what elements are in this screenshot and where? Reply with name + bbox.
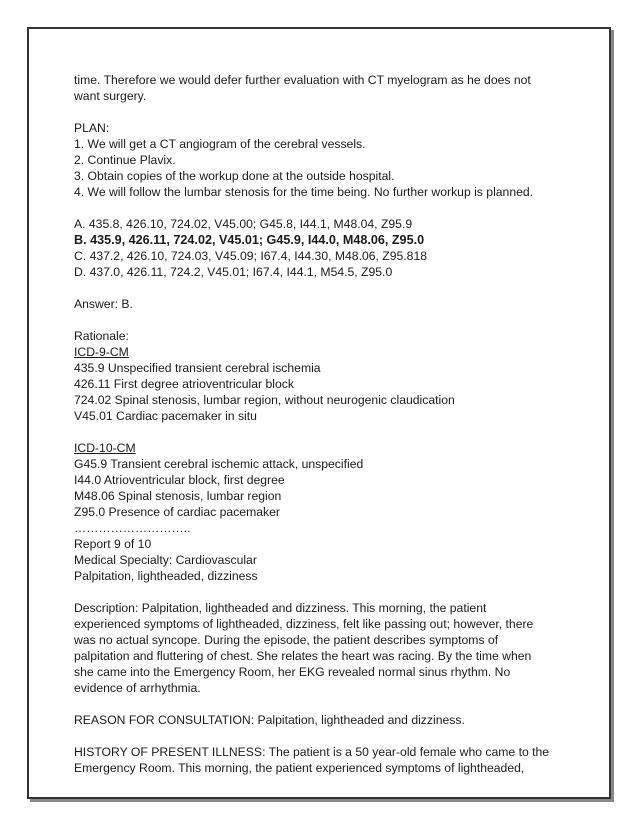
- icd10-item: M48.06 Spinal stenosis, lumbar region: [74, 489, 282, 503]
- plan-item: 2. Continue Plavix.: [74, 153, 176, 167]
- separator: ………………………..: [74, 521, 191, 535]
- plan-item: 4. We will follow the lumbar stenosis for the time being. No further workup is planned.: [74, 185, 534, 199]
- description-line: palpitation and fluttering of chest. She relates the heart was racing. By the time when: [74, 649, 532, 663]
- plan-item: 3. Obtain copies of the workup done at the outside hospital.: [74, 169, 395, 183]
- history-line: Emergency Room. This morning, the patient experienced symptoms of lightheaded,: [74, 761, 525, 775]
- description-line: Description: Palpitation, lightheaded and dizziness. This morning, the patient: [74, 601, 487, 615]
- plan-item: 1. We will get a CT angiogram of the cerebral vessels.: [74, 137, 366, 151]
- option-c: C. 437.2, 426.10, 724.03, V45.09; I67.4, I44.30, M48.06, Z95.818: [74, 249, 428, 263]
- document-body: [74, 72, 574, 776]
- icd9-heading: ICD-9-CM: [74, 345, 129, 359]
- intro-line-2: want surgery.: [74, 89, 147, 103]
- icd10-heading: ICD-10-CM: [74, 441, 136, 455]
- rationale-heading: Rationale:: [74, 329, 129, 343]
- option-d: D. 437.0, 426.11, 724.2, V45.01; I67.4, I44.1, M54.5, Z95.0: [74, 265, 393, 279]
- description-line: evidence of arrhythmia.: [74, 681, 201, 695]
- description-line: experienced symptoms of lightheaded, dizziness, felt like passing out; however, there: [74, 617, 534, 631]
- medical-specialty: Medical Specialty: Cardiovascular: [74, 553, 257, 567]
- icd10-item: G45.9 Transient cerebral ischemic attack, unspecified: [74, 457, 364, 471]
- option-b-correct: B. 435.9, 426.11, 724.02, V45.01; G45.9, I44.0, M48.06, Z95.0: [74, 233, 425, 247]
- icd9-item: 426.11 First degree atrioventricular block: [74, 377, 294, 391]
- report-number: Report 9 of 10: [74, 537, 152, 551]
- option-a: A. 435.8, 426.10, 724.02, V45.00; G45.8, I44.1, M48.04, Z95.9: [74, 217, 413, 231]
- icd10-item: Z95.0 Presence of cardiac pacemaker: [74, 505, 280, 519]
- description-line: was no actual syncope. During the episode, the patient describes symptoms of: [74, 633, 499, 647]
- report-title: Palpitation, lightheaded, dizziness: [74, 569, 258, 583]
- icd9-item: V45.01 Cardiac pacemaker in situ: [74, 409, 257, 423]
- icd10-item: I44.0 Atrioventricular block, first degree: [74, 473, 285, 487]
- icd9-item: 435.9 Unspecified transient cerebral ischemia: [74, 361, 321, 375]
- intro-line-1: time. Therefore we would defer further evaluation with CT myelogram as he does not: [74, 73, 531, 87]
- plan-heading: PLAN:: [74, 121, 110, 135]
- answer: Answer: B.: [74, 297, 133, 311]
- history-line: HISTORY OF PRESENT ILLNESS: The patient is a 50 year-old female who came to the: [74, 745, 550, 759]
- description-line: she came into the Emergency Room, her EKG revealed normal sinus rhythm. No: [74, 665, 511, 679]
- reason-for-consultation: REASON FOR CONSULTATION: Palpitation, lightheaded and dizziness.: [74, 713, 465, 727]
- icd9-item: 724.02 Spinal stenosis, lumbar region, without neurogenic claudication: [74, 393, 455, 407]
